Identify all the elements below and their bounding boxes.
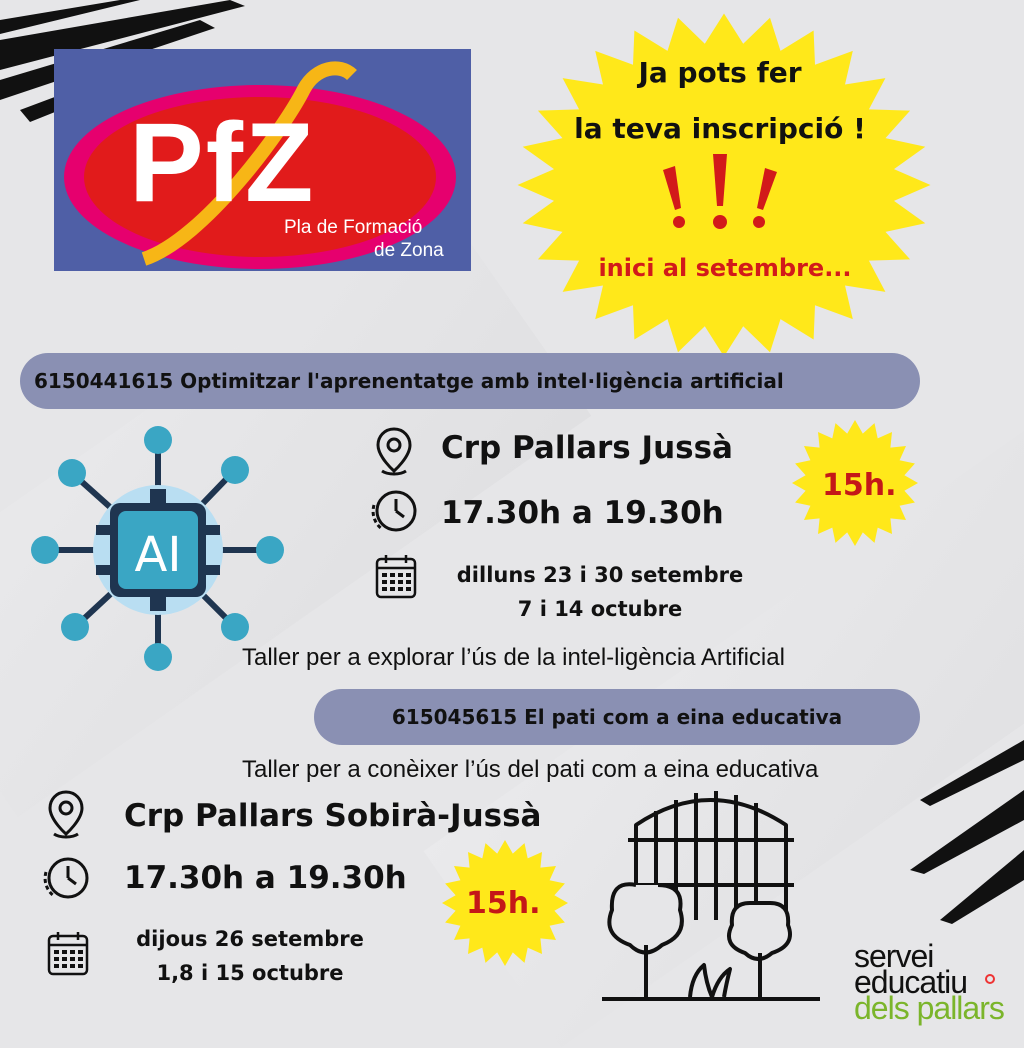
location-pin-icon [46,788,86,840]
clock-icon [368,485,420,537]
logo-subtitle-line2: de Zona [374,240,444,261]
brand-dot-icon [984,973,996,985]
course2-dates-line1: dijous 26 setembre [136,927,364,951]
calendar-icon [46,930,90,978]
course2-dates-line2: 1,8 i 15 octubre [156,961,344,985]
course2-dates [110,922,390,990]
course1-hours: 15h. [822,468,897,503]
course1-description: Taller per a explorar l’ús de la intel-ligència Artificial [242,644,785,671]
brand-line3: dels pallars [854,990,1004,1026]
playground-gate-trees-icon [600,785,822,1010]
course2-time: 17.30h a 19.30h [124,860,407,896]
logo-letters: PfZ [129,100,316,225]
calendar-icon [374,553,418,601]
svg-text:AI: AI [134,527,182,583]
announcement-line2: la teva inscripció ! [574,112,866,145]
brush-stroke-right [900,740,1024,940]
logo-subtitle-line1: Pla de Formació [284,217,423,238]
course1-title: 6150441615 Optimitzar l'aprenentatge amb intel·ligència artificial [20,353,920,409]
course2-location: Crp Pallars Sobirà-Jussà [124,798,542,834]
course1-dates [430,558,770,626]
exclamation-marks-icon [655,150,785,240]
brand-line1: servei [854,938,934,974]
course1-time: 17.30h a 19.30h [441,495,724,531]
course1-location: Crp Pallars Jussà [441,430,733,466]
ai-chip-icon [30,425,285,675]
location-pin-icon [374,425,414,477]
course1-dates-line2: 7 i 14 octubre [517,597,683,621]
brand-line2: educatiu [854,964,967,1000]
course2-hours: 15h. [466,886,541,921]
announcement-line1: Ja pots fer [638,56,802,89]
clock-icon [40,852,92,904]
announcement-line3: inici al setembre... [598,254,852,282]
pfz-logo [54,49,471,271]
course2-title: 615045615 El pati com a eina educativa [314,689,920,745]
course2-description: Taller per a conèixer l’ús del pati com a eina educativa [242,756,819,783]
course1-dates-line1: dilluns 23 i 30 setembre [456,563,744,587]
